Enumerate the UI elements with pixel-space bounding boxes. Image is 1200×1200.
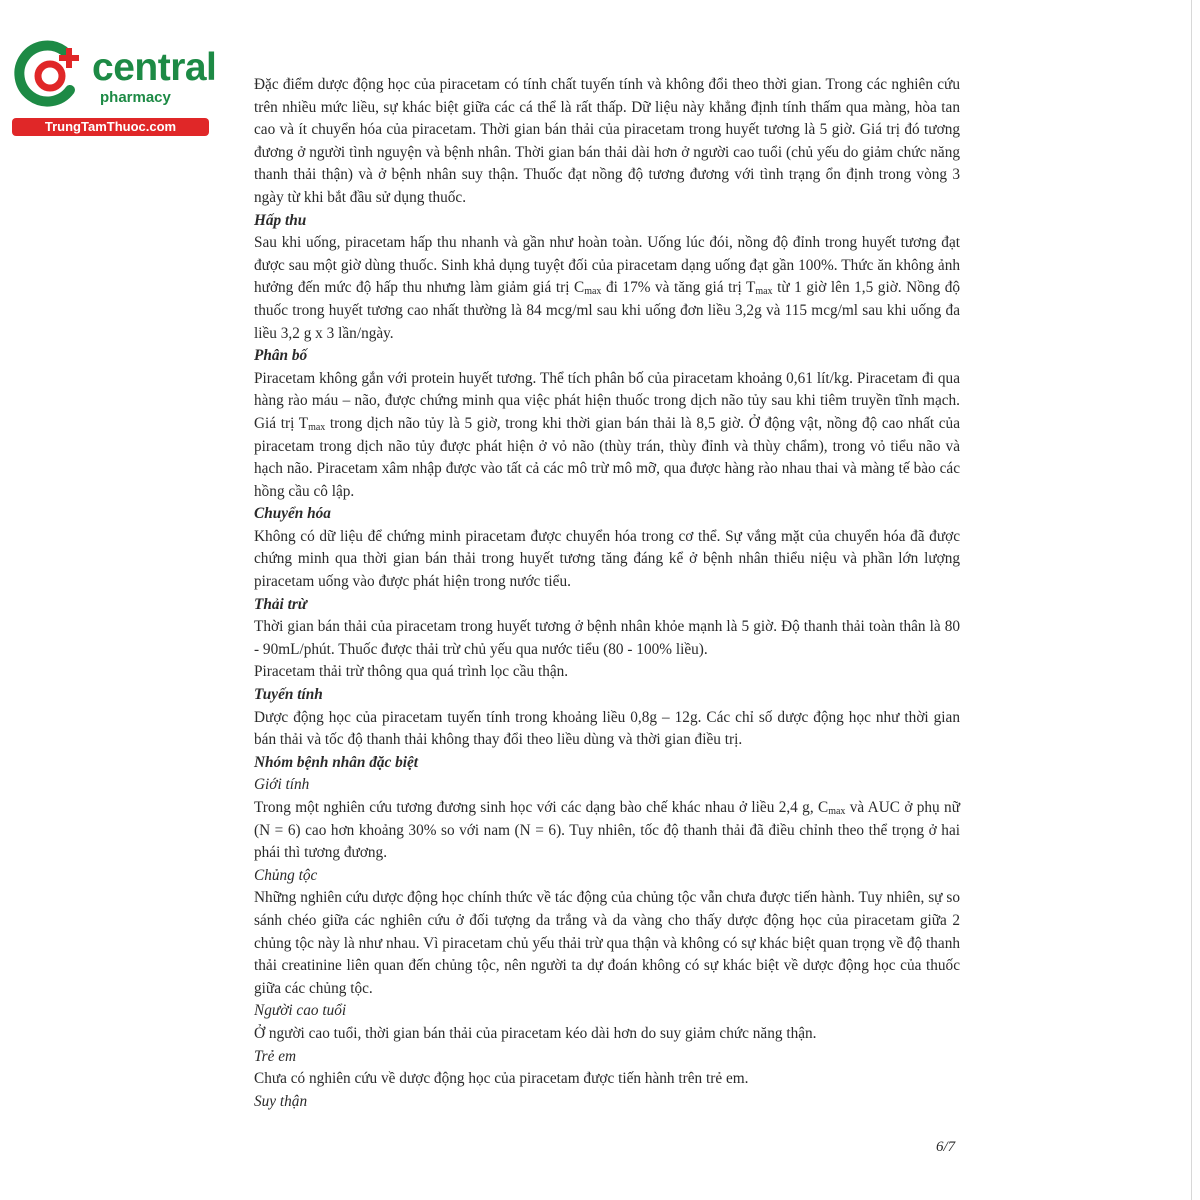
logo-brand-text: central [92, 46, 217, 89]
elderly-paragraph: Ở người cao tuổi, thời gian bán thải của piracetam kéo dài hơn do suy giảm chức năng thận. [254, 1024, 817, 1042]
subheading-elderly: Người cao tuổi [254, 1002, 347, 1020]
children-paragraph: Chưa có nghiên cứu về dược động học của piracetam được tiến hành trên trẻ em. [254, 1070, 749, 1088]
heading-metabolism: Chuyển hóa [254, 505, 331, 523]
subheading-children: Trẻ em [254, 1047, 297, 1065]
intro-paragraph: Đặc điểm dược động học của piracetam có tính chất tuyến tính và không đổi theo thời gian. Trong các nghiên cứu trên nhiều mức liều, sự khác biệt giữa các cá thể là rất thấp. Dữ liệu này khẳng định tính thấm qua màng, hòa tan cao và ít chuyển hóa của piracetam. Thời gian bán thải của piracetam trong huyết tương là 5 giờ. Giá trị đó tương đương ở người tình nguyện và bệnh nhân. Thời gian bán thải dài hơn ở người cao tuổi (chủ yếu do giảm chức năng thanh thải thận) và ở bệnh nhân suy thận. Thuốc đạt nồng độ tương đương với tình trạng ổn định trong vòng 3 ngày từ khi bắt đầu sử dụng thuốc. [254, 76, 960, 206]
metabolism-paragraph: Không có dữ liệu để chứng minh piracetam được chuyển hóa trong cơ thể. Sự vắng mặt của chuyển hóa đã được chứng minh qua thời gian bán thải trong huyết tương tăng đáng kể ở bệnh nhân thiểu niệu và phần lớn lượng piracetam uống vào được phát hiện trong nước tiểu. [254, 527, 960, 591]
logo-site-badge: TrungTamThuoc.com [12, 118, 209, 136]
heading-linearity: Tuyến tính [254, 686, 323, 704]
linearity-paragraph: Dược động học của piracetam tuyến tính trong khoảng liều 0,8g – 12g. Các chỉ số dược động học như thời gian bán thải và tốc độ thanh thải không thay đổi theo liều dùng và thời gian điều trị. [254, 708, 960, 749]
subheading-renal-impairment: Suy thận [254, 1092, 308, 1110]
elimination-paragraph-1: Thời gian bán thải của piracetam trong huyết tương ở bệnh nhân khỏe mạnh là 5 giờ. Độ thanh thải toàn thân là 80 - 90mL/phút. Thuốc được thải trừ chủ yếu qua nước tiểu (80 - 100% liều). [254, 618, 960, 658]
heading-elimination: Thải trừ [254, 595, 307, 613]
distribution-paragraph: Piracetam không gắn với protein huyết tương. Thể tích phân bố của piracetam khoảng 0,61 lít/kg. Piracetam đi qua hàng rào máu – não, được chứng minh qua việc phát hiện thuốc trong dịch não tủy sau khi tiêm truyền tĩnh mạch. Giá trị $T_{max}$ trong dịch não tủy là 5 giờ, trong khi thời gian bán thải là 8,5 giờ. Ở động vật, nồng độ cao nhất của piracetam trong dịch não tủy được phát hiện ở vỏ não (thùy trán, thùy đỉnh và thùy chẩm), trong vỏ tiểu não và hạch não. Piracetam xâm nhập được vào tất cả các mô trừ mô mỡ, qua được hàng rào nhau thai và màng tế bào các hồng cầu cô lập. [254, 369, 960, 500]
document-body [254, 74, 960, 1113]
logo-sub-text: pharmacy [100, 89, 171, 106]
subheading-race: Chủng tộc [254, 866, 318, 884]
subheading-gender: Giới tính [254, 776, 310, 794]
page-edge-line [1191, 0, 1192, 1200]
heading-absorption: Hấp thu [254, 211, 307, 229]
gender-paragraph: Trong một nghiên cứu tương đương sinh học với các dạng bào chế khác nhau ở liều 2,4 g, $C_{max}$ và AUC ở phụ nữ (N = 6) cao hơn khoảng 30% so với nam (N = 6). Tuy nhiên, tốc độ thanh thải đã điều chỉnh theo thể trọng ở hai phái thì tương đương. [254, 799, 960, 862]
central-pharmacy-logo [12, 38, 217, 138]
race-paragraph: Những nghiên cứu dược động học chính thức về tác động của chủng tộc vẫn chưa được tiến hành. Tuy nhiên, sự so sánh chéo giữa các nghiên cứu ở đối tượng da trắng và da vàng cho thấy dược động học của piracetam giữa 2 chủng tộc này là như nhau. Vì piracetam chủ yếu thải trừ qua thận và không có sự khác biệt quan trọng về độ thanh thải creatinine liên quan đến chủng tộc, nên người ta dự đoán không có sự khác biệt về dược động học của thuốc giữa các chủng tộc. [254, 889, 960, 997]
heading-distribution: Phân bố [254, 347, 308, 365]
logo-c-cross-icon [12, 38, 92, 118]
elimination-paragraph-2: Piracetam thải trừ thông qua quá trình lọc cầu thận. [254, 663, 569, 681]
absorption-paragraph: Sau khi uống, piracetam hấp thu nhanh và gần như hoàn toàn. Uống lúc đói, nồng độ đỉnh trong huyết tương đạt được sau một giờ dùng thuốc. Sinh khả dụng tuyệt đối của piracetam dạng uống đạt gần 100%. Thức ăn không ảnh hưởng đến mức độ hấp thu nhưng làm giảm giá trị $C_{max}$ đi 17% và tăng giá trị $T_{max}$ từ 1 giờ lên 1,5 giờ. Nồng độ thuốc trong huyết tương cao nhất thường là 84 mcg/ml sau khi uống đơn liều 3,2g và 115 mcg/ml sau khi uống đa liều 3,2 g x 3 lần/ngày. [254, 234, 960, 342]
page-number: 6/7 [936, 1139, 956, 1155]
heading-special-populations: Nhóm bệnh nhân đặc biệt [254, 753, 419, 771]
